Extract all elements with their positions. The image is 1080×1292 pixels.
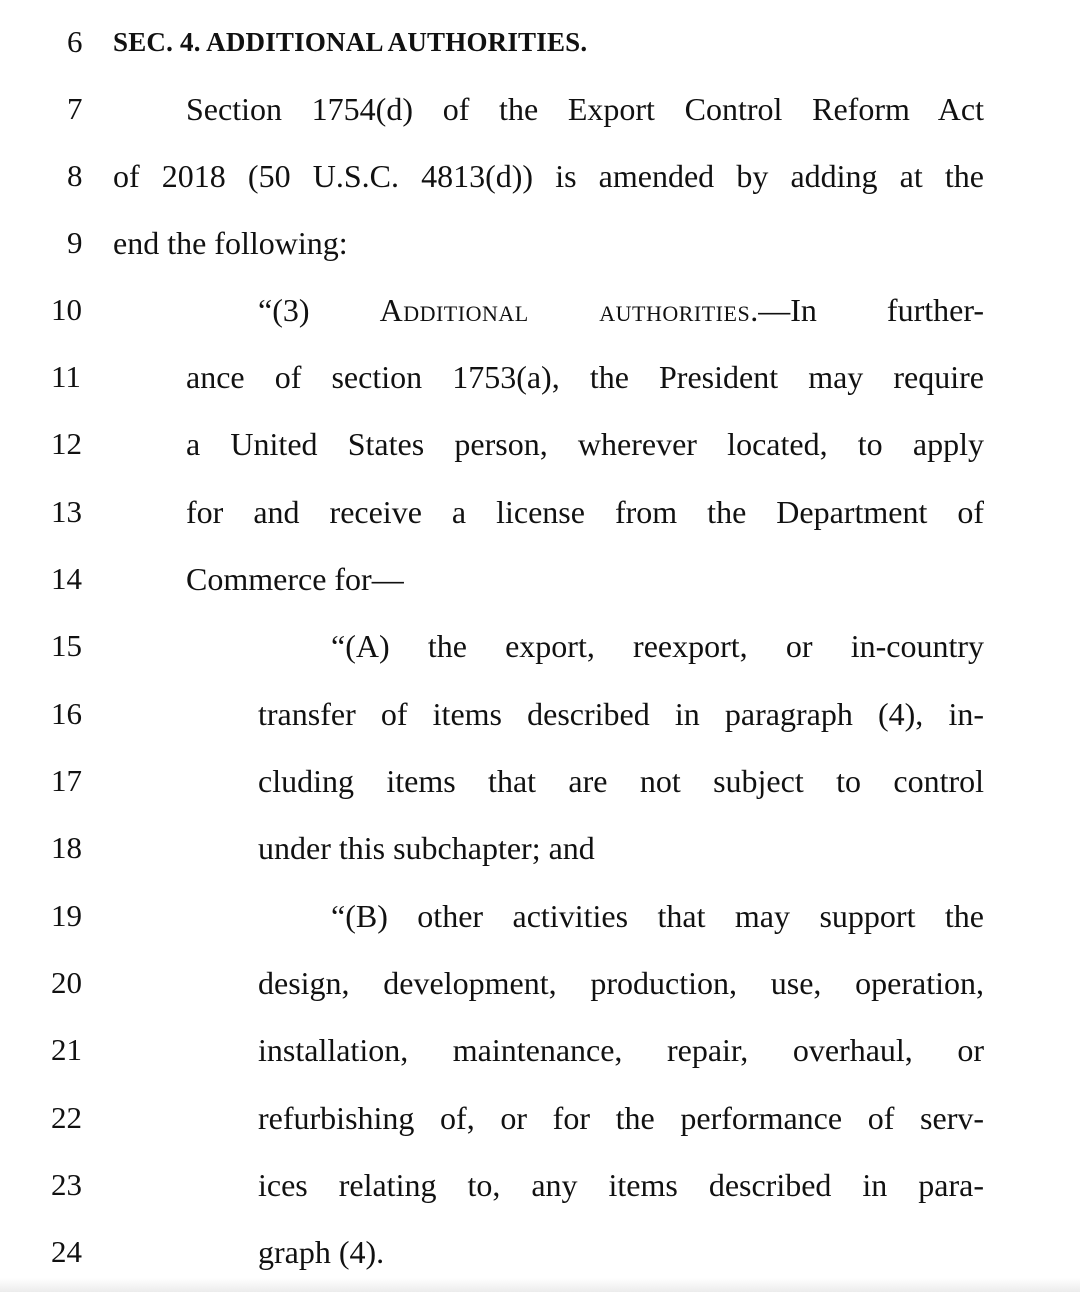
document-line xyxy=(0,958,1080,1008)
line-text: end the following: xyxy=(113,225,348,261)
line-number: 11 xyxy=(51,359,81,394)
line-text: Commerce for— xyxy=(186,561,404,597)
line-text: for and receive a license from the Department of xyxy=(186,494,984,530)
line-text: cluding items that are not subject to control xyxy=(258,763,984,799)
line-text: Section 1754(d) of the Export Control Reform Act xyxy=(186,91,984,127)
document-line xyxy=(0,1227,1080,1277)
line-text: ices relating to, any items described in para- xyxy=(258,1167,984,1203)
document-line xyxy=(0,891,1080,941)
line-text: “(B) other activities that may support the xyxy=(331,898,984,934)
line-number: 14 xyxy=(51,561,82,596)
document-line xyxy=(0,689,1080,739)
line-number: 10 xyxy=(51,292,82,327)
document-line xyxy=(0,554,1080,604)
document-line xyxy=(0,84,1080,134)
paragraph-heading-continuation: .—In further- xyxy=(750,292,984,328)
document-line xyxy=(0,1093,1080,1143)
line-text: transfer of items described in paragraph (4), in- xyxy=(258,696,984,732)
line-number: 15 xyxy=(51,628,82,663)
line-number: 18 xyxy=(51,830,82,865)
document-line xyxy=(0,419,1080,469)
line-number: 13 xyxy=(51,494,82,529)
document-line xyxy=(0,1160,1080,1210)
line-number: 12 xyxy=(51,426,82,461)
line-number: 17 xyxy=(51,763,82,798)
document-line xyxy=(0,487,1080,537)
section-heading: SEC. 4. ADDITIONAL AUTHORITIES. xyxy=(113,27,588,57)
line-number: 6 xyxy=(67,24,83,59)
document-line xyxy=(0,17,1080,67)
line-text: installation, maintenance, repair, overhaul, or xyxy=(258,1032,984,1068)
document-line xyxy=(0,823,1080,873)
paragraph-heading-line xyxy=(258,285,984,335)
document-line xyxy=(0,151,1080,201)
document-line xyxy=(0,285,1080,335)
line-text: ance of section 1753(a), the President may require xyxy=(186,359,984,395)
line-number: 8 xyxy=(67,158,83,193)
line-number: 9 xyxy=(67,225,83,260)
line-number: 19 xyxy=(51,898,82,933)
line-number: 21 xyxy=(51,1032,82,1067)
line-number: 23 xyxy=(51,1167,82,1202)
document-line xyxy=(0,756,1080,806)
line-text: design, development, production, use, operation, xyxy=(258,965,984,1001)
line-number: 16 xyxy=(51,696,82,731)
line-number: 7 xyxy=(67,91,83,126)
line-number: 24 xyxy=(51,1234,82,1269)
line-text: a United States person, wherever located, to apply xyxy=(186,426,984,462)
paragraph-marker: “(3) xyxy=(258,292,380,328)
document-line xyxy=(0,352,1080,402)
line-text: under this subchapter; and xyxy=(258,830,595,866)
line-number: 20 xyxy=(51,965,82,1000)
line-text: of 2018 (50 U.S.C. 4813(d)) is amended by adding at the xyxy=(113,158,984,194)
line-text: “(A) the export, reexport, or in-country xyxy=(331,628,984,664)
line-text: refurbishing of, or for the performance of serv- xyxy=(258,1100,984,1136)
line-text: graph (4). xyxy=(258,1234,385,1270)
document-line xyxy=(0,1025,1080,1075)
page-bottom-edge xyxy=(0,1278,1080,1292)
line-number: 22 xyxy=(51,1100,82,1135)
document-line xyxy=(0,218,1080,268)
document-line xyxy=(0,621,1080,671)
paragraph-heading: Additional authorities xyxy=(379,292,751,328)
